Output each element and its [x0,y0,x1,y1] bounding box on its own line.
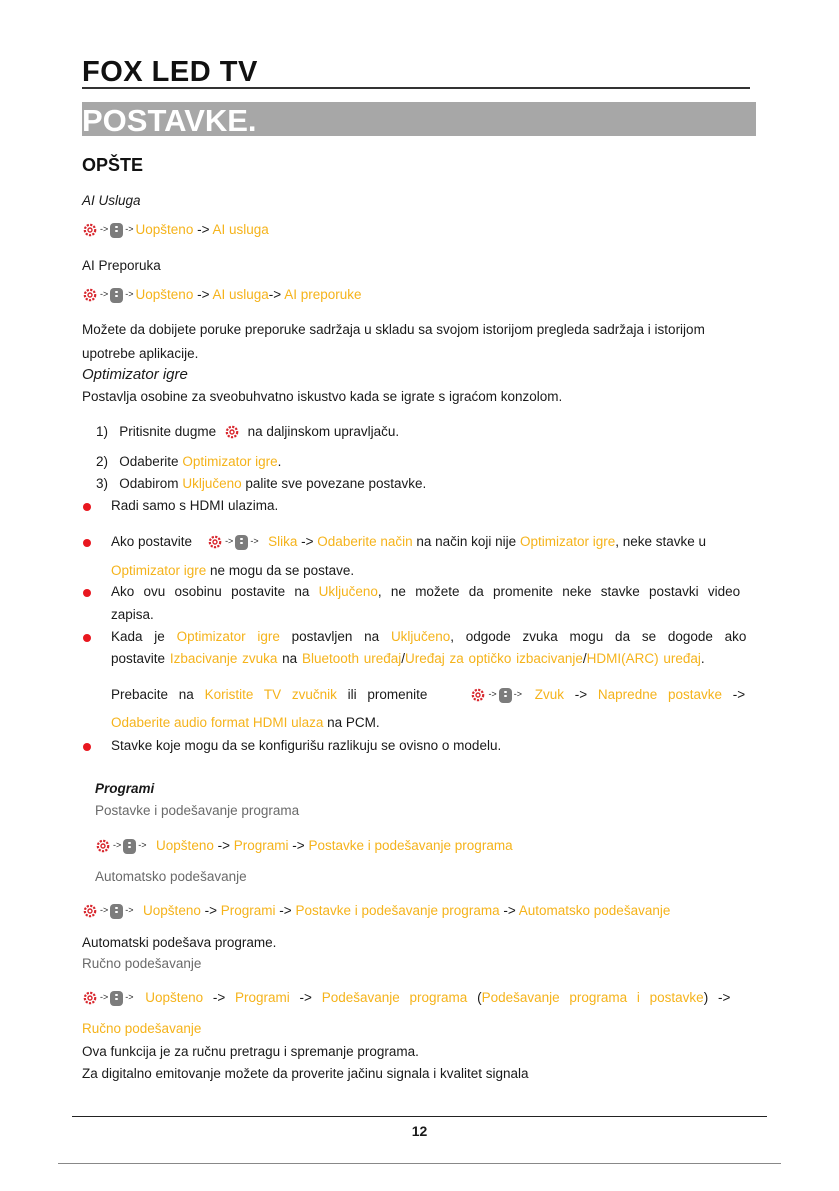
chip-icon [110,288,123,303]
bullet-4-line-1: Kada je Optimizator igre postavljen na Uključeno, odgode zvuka mogu da se dogode ako [111,629,747,644]
page-bottom-rule [58,1163,781,1164]
manual-tuning-path: -> -> Uopšteno -> Programi -> Podešavanje programa (Podešavanje programa i postavke) -> [82,990,730,1006]
bullet-dot [83,743,91,751]
settings-path-icons: -> -> [82,990,136,1006]
gear-icon [82,990,98,1006]
auto-tuning-title: Automatsko podešavanje [95,869,247,884]
section-title: POSTAVKE. [82,103,257,138]
section-bar [82,102,756,136]
header-rule [82,87,750,89]
settings-path-icons: -> -> [470,687,524,703]
bullet-4-line-4: Odaberite audio format HDMI ulaza na PCM. [111,715,380,730]
settings-path-icons: -> -> [207,534,261,550]
bullet-dot [83,539,91,547]
gear-icon [82,222,98,238]
chip-icon [123,839,136,854]
ai-recommend-path: -> -> Uopšteno -> AI usluga-> AI preporuke [82,287,362,303]
programs-setup-path: -> -> Uopšteno -> Programi -> Postavke i podešavanje programa [95,838,513,854]
bullet-3-line-2: zapisa. [111,607,154,622]
ai-recommend-desc-2: upotrebe aplikacije. [82,346,199,361]
chip-icon [235,535,248,550]
gear-icon [207,534,223,550]
bullet-dot [83,503,91,511]
ai-recommend-title: AI Preporuka [82,258,161,273]
chip-icon [110,904,123,919]
chip-icon [110,991,123,1006]
footer-rule [72,1116,767,1117]
settings-path-icons: -> -> [82,222,136,238]
game-optimizer-desc: Postavlja osobine za sveobuhvatno iskustvo kada se igrate s igraćom konzolom. [82,389,563,404]
ai-service-path: -> -> Uopšteno -> AI usluga [82,222,269,238]
auto-tuning-path: -> -> Uopšteno -> Programi -> Postavke i podešavanje programa -> Automatsko podešavanje [82,903,670,919]
settings-path-icons: -> -> [82,903,136,919]
page-number: 12 [411,1123,428,1139]
general-heading: OPŠTE [82,155,144,175]
step-3: 3) Odabirom Uključeno palite sve povezane postavke. [96,476,427,491]
brand-title: FOX LED TV [82,56,258,88]
manual-tuning-path-end: Ručno podešavanje [82,1021,202,1036]
chip-icon [110,223,123,238]
bullet-1: Radi samo s HDMI ulazima. [111,498,279,513]
programs-setup-title: Postavke i podešavanje programa [95,803,300,818]
gear-icon [95,838,111,854]
gear-icon [82,903,98,919]
step-1: 1) Pritisnite dugme na daljinskom upravljaču. [96,424,400,439]
gear-icon [470,687,486,703]
chip-icon [499,688,512,703]
ai-service-title: AI Usluga [82,193,141,208]
auto-tuning-desc: Automatski podešava programe. [82,935,277,950]
bullet-2-line-2: Optimizator igre ne mogu da se postave. [111,563,355,578]
manual-tuning-desc-2: Za digitalno emitovanje možete da proverite jačinu signala i kvalitet signala [82,1066,529,1081]
bullet-dot [83,589,91,597]
settings-path-icons: -> -> [82,287,136,303]
programs-title: Programi [95,781,155,796]
ai-recommend-desc-1: Možete da dobijete poruke preporuke sadržaja u skladu sa svojom istorijom pregleda sadržaja i istorijom [82,322,705,337]
bullet-4-line-2: postavite Izbacivanje zvuka na Bluetooth uređaj/Uređaj za optičko izbacivanje/HDMI(ARC) uređaj. [111,651,705,666]
gear-icon [224,424,240,440]
step-2: 2) Odaberite Optimizator igre. [96,454,282,469]
bullet-2-line-1: Ako postavite -> -> Slika -> Odaberite način na način koji nije Optimizator igre, neke stavke u [111,534,707,549]
bullet-4-line-3: Prebacite na Koristite TV zvučnik ili promenite -> -> Zvuk -> Napredne postavke -> [111,687,746,702]
gear-icon [82,287,98,303]
game-optimizer-title: Optimizator igre [82,366,188,383]
settings-path-icons: -> -> [95,838,149,854]
bullet-5: Stavke koje mogu da se konfigurišu razlikuju se ovisno o modelu. [111,738,502,753]
manual-tuning-desc-1: Ova funkcija je za ručnu pretragu i spremanje programa. [82,1044,419,1059]
manual-tuning-title: Ručno podešavanje [82,956,202,971]
bullet-3-line-1: Ako ovu osobinu postavite na Uključeno, ne možete da promenite neke stavke postavki video [111,584,741,599]
bullet-dot [83,634,91,642]
